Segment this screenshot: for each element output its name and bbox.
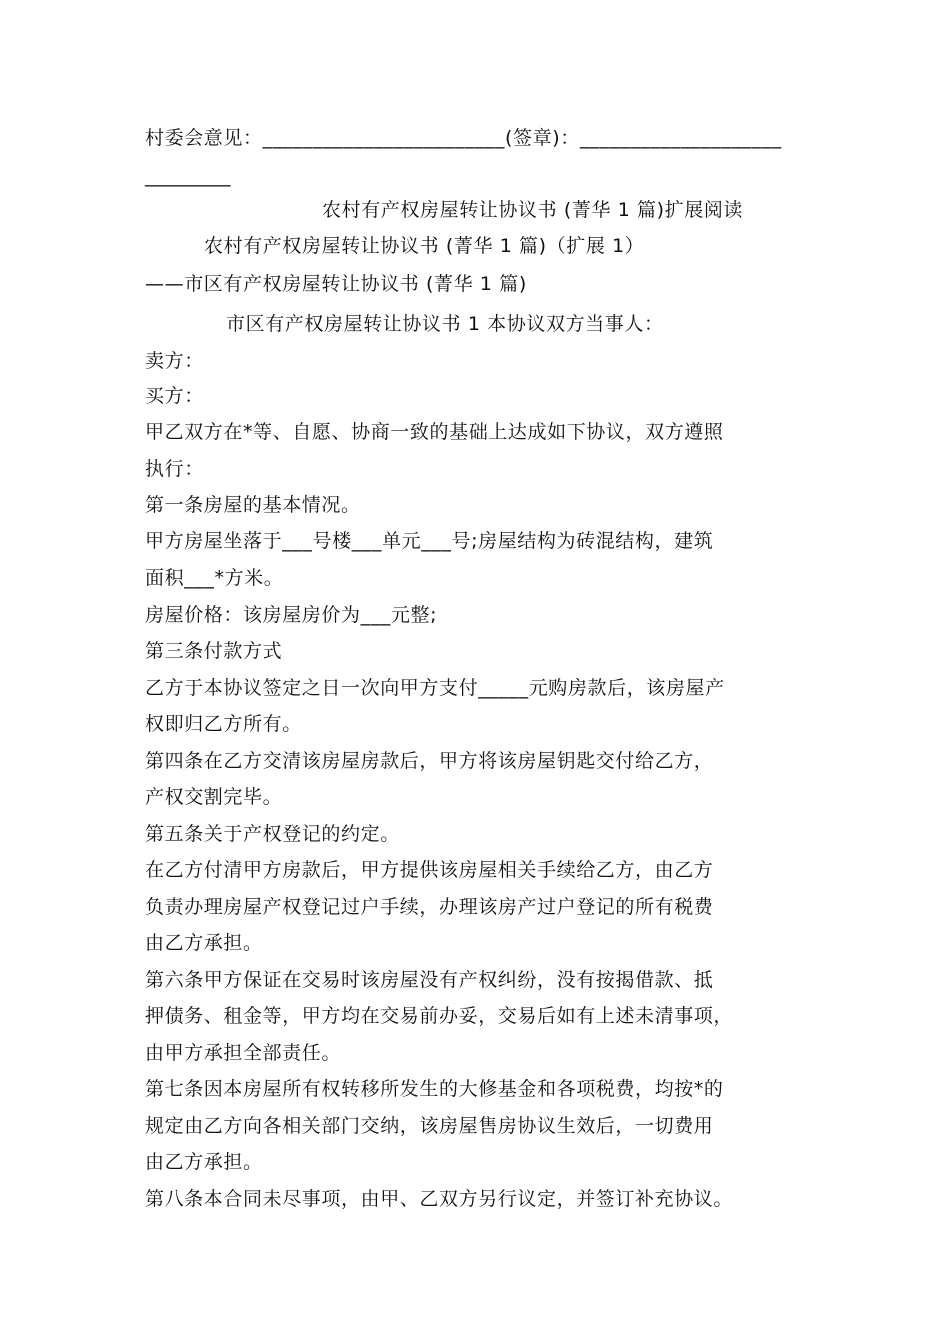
paragraph-line: 第七条因本房屋所有权转移所发生的大修基金和各项税费，均按*的 (145, 1078, 724, 1100)
clause-heading: 第三条付款方式 (145, 640, 283, 662)
paragraph-line: 第四条在乙方交清该房屋房款后，甲方将该房屋钥匙交付给乙方， (145, 750, 714, 772)
extended-reading-heading: 农村有产权房屋转让协议书 (菁华 1 篇)扩展阅读 (322, 199, 744, 221)
paragraph-line: 第八条本合同未尽事项，由甲、乙双方另行议定，并签订补充协议。 (145, 1188, 734, 1210)
paragraph-line: 押债务、租金等，甲方均在交易前办妥，交易后如有上述未清事项， (145, 1005, 734, 1027)
paragraph-line: 产权交割完毕。 (145, 786, 283, 808)
section-title: ——市区有产权房屋转让协议书 (菁华 1 篇) (145, 273, 527, 295)
buyer-line: 买方： (145, 385, 204, 407)
paragraph-line: 乙方于本协议签定之日一次向甲方支付_____元购房款后，该房屋产 (145, 677, 725, 699)
paragraph-line: 执行： (145, 458, 204, 480)
paragraph-line: 由乙方承担。 (145, 1151, 263, 1173)
paragraph-line: 负责办理房屋产权登记过户手续，办理该房产过户登记的所有税费 (145, 896, 714, 918)
paragraph-line: 面积___*方米。 (145, 567, 284, 589)
paragraph-line: 在乙方付清甲方房款后，甲方提供该房屋相关手续给乙方，由乙方 (145, 859, 714, 881)
paragraph-line: 房屋价格：该房屋房价为___元整; (145, 604, 438, 626)
paragraph-line: 甲乙双方在*等、自愿、协商一致的基础上达成如下协议，双方遵照 (145, 421, 724, 443)
paragraph-line: 由甲方承担全部责任。 (145, 1042, 342, 1064)
seller-line: 卖方： (145, 350, 204, 372)
village-committee-opinion-line: 村委会意见：________________________(签章)：____________________ (145, 127, 782, 149)
paragraph-line: 权即归乙方所有。 (145, 713, 302, 735)
clause-heading: 第一条房屋的基本情况。 (145, 494, 361, 516)
paragraph-line: 规定由乙方向各相关部门交纳，该房屋售房协议生效后，一切费用 (145, 1115, 714, 1137)
clause-heading: 第五条关于产权登记的约定。 (145, 823, 400, 845)
signature-continuation-line: _________ (145, 165, 231, 187)
extension-subheading: 农村有产权房屋转让协议书 (菁华 1 篇)（扩展 1） (204, 235, 645, 257)
agreement-intro: 市区有产权房屋转让协议书 1 本协议双方当事人： (226, 313, 664, 335)
paragraph-line: 甲方房屋坐落于___号楼___单元___号;房屋结构为砖混结构，建筑 (145, 530, 714, 552)
paragraph-line: 由乙方承担。 (145, 932, 263, 954)
paragraph-line: 第六条甲方保证在交易时该房屋没有产权纠纷，没有按揭借款、抵 (145, 969, 714, 991)
